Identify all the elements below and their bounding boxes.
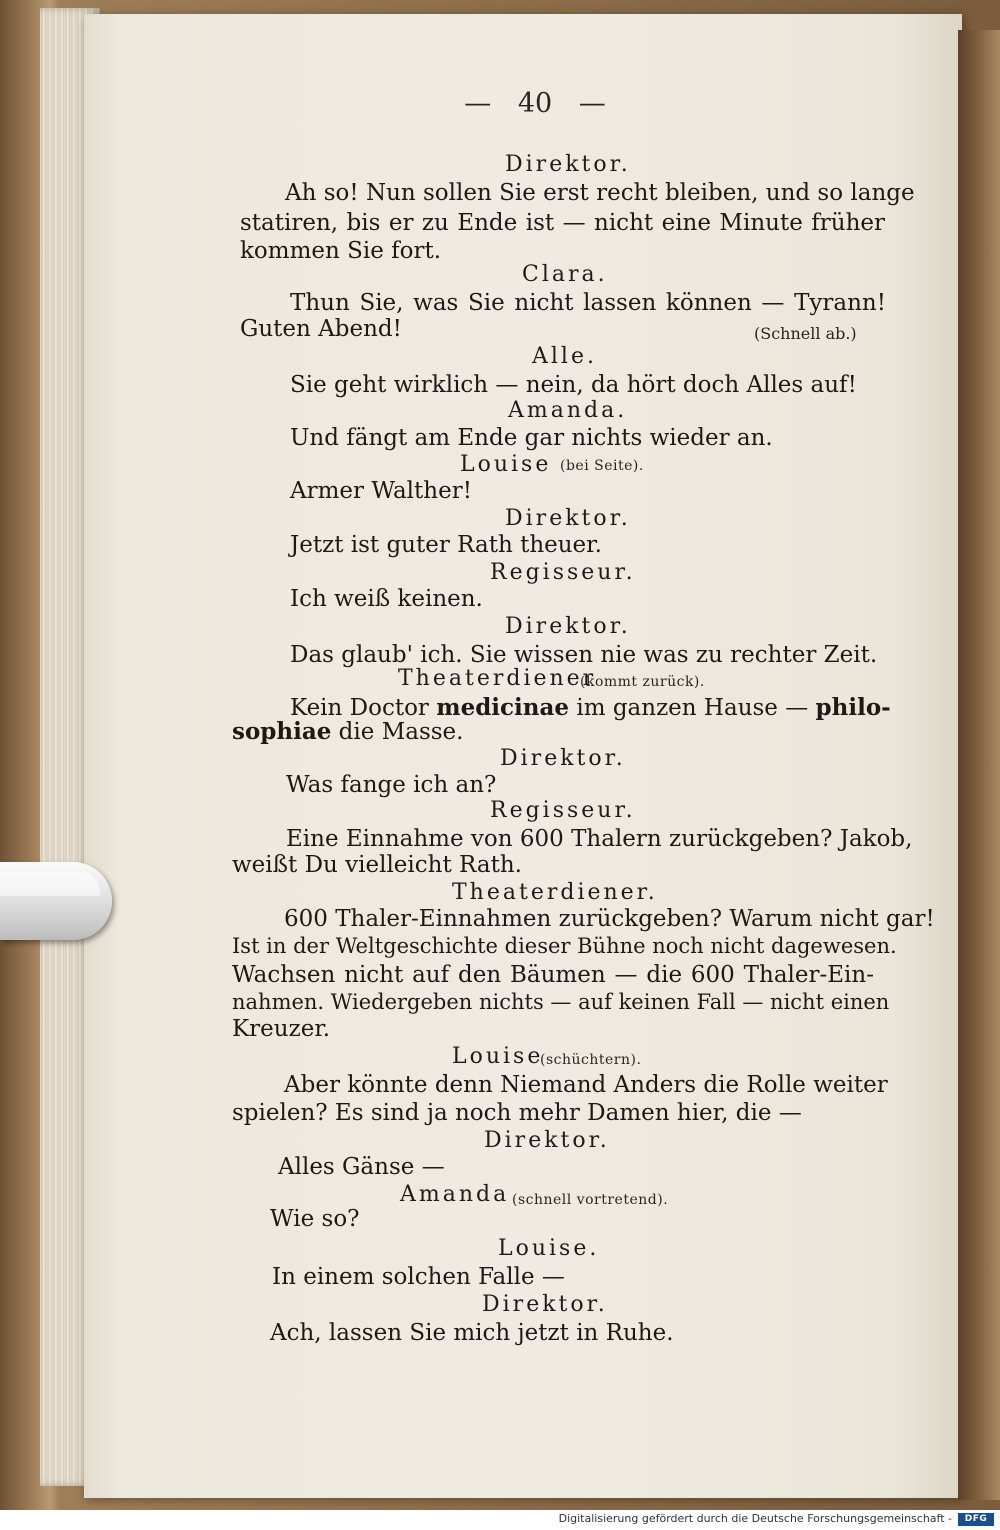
dialogue-text: im ganzen Hause — xyxy=(569,695,816,721)
dialogue-line: Alles Gänse — xyxy=(278,1154,445,1180)
dialogue-line: Ach, lassen Sie mich jetzt in Ruhe. xyxy=(270,1320,674,1346)
dialogue-line: Aber könnte denn Niemand Anders die Rolle weiter xyxy=(284,1072,888,1098)
stage-direction: (kommt zurück). xyxy=(580,674,705,690)
dialogue-line: Sie geht wirklich — nein, da hört doch Alles auf! xyxy=(290,372,857,398)
dialogue-line: Eine Einnahme von 600 Thalern zurückgeben? Jakob, xyxy=(286,826,913,852)
dialogue-line: weißt Du vielleicht Rath. xyxy=(232,852,522,878)
page-dash-left: — xyxy=(464,88,492,119)
dialogue-line: statiren, bis er zu Ende ist — nicht eine Minute früher xyxy=(240,210,885,236)
book-cover-edge xyxy=(958,30,1000,1500)
stage-direction: (schnell vortretend). xyxy=(512,1192,669,1208)
stage-direction: (bei Seite). xyxy=(560,458,644,474)
dialogue-line: nahmen. Wiedergeben nichts — auf keinen Fall — nicht einen xyxy=(232,990,890,1014)
speaker-name: Direktor. xyxy=(482,1292,608,1317)
dialogue-line: Wachsen nicht auf den Bäumen — die 600 Thaler-Ein- xyxy=(232,962,874,988)
dialogue-line: Das glaub' ich. Sie wissen nie was zu rechter Zeit. xyxy=(290,642,878,668)
speaker-name: Alle. xyxy=(532,344,597,369)
stage-direction: (schüchtern). xyxy=(540,1052,642,1068)
dialogue-line: Wie so? xyxy=(270,1206,360,1232)
speaker-name: Direktor. xyxy=(500,746,626,771)
speaker-name: Louise. xyxy=(498,1236,600,1261)
speaker-name: Amanda. xyxy=(508,398,628,423)
dialogue-line: spielen? Es sind ja noch mehr Damen hier, die — xyxy=(232,1100,802,1126)
dialogue-line: Ist in der Weltgeschichte dieser Bühne noch nicht dagewesen. xyxy=(232,934,897,958)
dialogue-line: Ich weiß keinen. xyxy=(290,586,483,612)
latin-term: medicinae xyxy=(436,694,570,721)
speaker-name: Regisseur. xyxy=(490,560,636,585)
speaker-name: Theaterdiener xyxy=(398,666,597,691)
dialogue-line: Jetzt ist guter Rath theuer. xyxy=(290,532,602,558)
dialogue-line: In einem solchen Falle — xyxy=(272,1264,565,1290)
dialogue-line: kommen Sie fort. xyxy=(240,238,442,264)
speaker-name: Direktor. xyxy=(505,152,631,177)
dialogue-line: Armer Walther! xyxy=(290,478,472,504)
speaker-name: Direktor. xyxy=(484,1128,610,1153)
page-number-line xyxy=(0,88,1000,119)
speaker-name: Direktor. xyxy=(505,614,631,639)
dialogue-line: Ah so! Nun sollen Sie erst recht bleiben, und so lange xyxy=(285,180,915,206)
dialogue-line: Guten Abend! xyxy=(240,316,402,342)
dialogue-line: Kreuzer. xyxy=(232,1016,331,1042)
latin-term: philo- xyxy=(815,694,891,721)
speaker-name: Amanda xyxy=(400,1182,510,1207)
dialogue-line: Und fängt am Ende gar nichts wieder an. xyxy=(290,425,773,451)
dialogue-text: die Masse. xyxy=(331,719,464,745)
dialogue-line: 600 Thaler-Einnahmen zurückgeben? Warum nicht gar! xyxy=(284,906,935,932)
dialogue-text: Kein Doctor xyxy=(290,695,437,721)
digitization-footer xyxy=(0,1510,1000,1530)
dfg-logo: DFG xyxy=(958,1513,994,1526)
speaker-name: Louise xyxy=(452,1044,544,1069)
page-dash-right: — xyxy=(578,88,606,119)
speaker-name: Regisseur. xyxy=(490,798,636,823)
stage-direction: (Schnell ab.) xyxy=(754,324,857,343)
dialogue-line xyxy=(232,718,463,745)
speaker-name: Clara. xyxy=(522,262,608,287)
dialogue-line xyxy=(290,694,891,721)
page-turn-handle[interactable] xyxy=(0,862,112,940)
latin-term: sophiae xyxy=(232,718,332,745)
speaker-name: Louise xyxy=(460,452,552,477)
funding-credit: Digitalisierung gefördert durch die Deutsche Forschungsgemeinschaft - xyxy=(558,1512,952,1525)
speaker-name: Direktor. xyxy=(505,506,631,531)
dialogue-line: Was fange ich an? xyxy=(286,772,497,798)
page-number: 40 xyxy=(517,88,553,119)
speaker-name: Theaterdiener. xyxy=(452,880,658,905)
dialogue-line: Thun Sie, was Sie nicht lassen können — Tyrann! xyxy=(290,290,886,316)
